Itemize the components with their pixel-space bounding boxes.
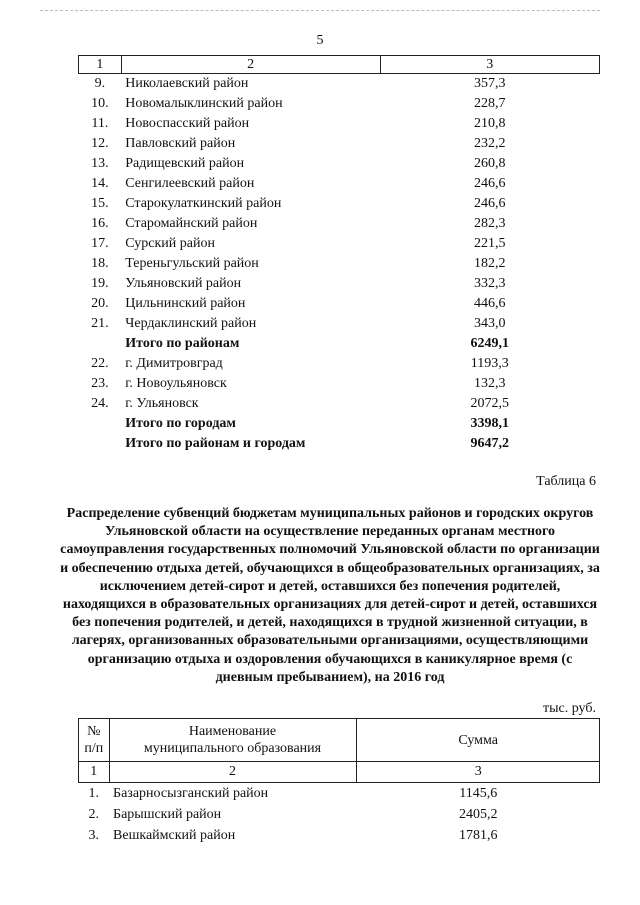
table-row xyxy=(79,194,600,214)
colnum-3: 3 xyxy=(357,762,600,783)
row-number: 1. xyxy=(88,786,100,801)
row-value: 2405,2 xyxy=(458,807,498,822)
row-number: 16. xyxy=(91,216,109,231)
row-name: Сенгилеевский район xyxy=(125,176,255,191)
row-name: Николаевский район xyxy=(125,76,249,91)
units-label: тыс. руб. xyxy=(543,701,596,716)
row-value: 232,2 xyxy=(474,136,506,151)
row-value: 246,6 xyxy=(474,196,506,211)
row-number: 18. xyxy=(91,256,109,271)
header-col-3: 3 xyxy=(380,56,599,74)
row-name: г. Новоульяновск xyxy=(125,376,227,391)
row-name: Новомалыклинский район xyxy=(125,96,283,111)
row-value: 282,3 xyxy=(474,216,506,231)
table-row xyxy=(79,114,600,134)
row-number xyxy=(79,414,122,434)
table-row xyxy=(79,825,600,846)
row-name: Сурский район xyxy=(125,236,215,251)
table-row xyxy=(79,274,600,294)
table-header-row xyxy=(79,56,600,74)
header-num xyxy=(79,719,110,762)
row-value: 9647,2 xyxy=(470,436,510,451)
table-row xyxy=(79,254,600,274)
header-name xyxy=(109,719,357,762)
table-row xyxy=(79,804,600,825)
row-value: 1145,6 xyxy=(459,786,498,801)
row-value: 357,3 xyxy=(474,76,506,91)
table-row xyxy=(79,74,600,95)
header-col-1: 1 xyxy=(79,56,122,74)
table-6-title: Распределение субвенций бюджетам муниципальных районов и городских округов Ульяновской области на осуществление переданных органам местного самоуправления государственных полномочий Ульяновской области по организации и обеспечению отдыха детей, обучающихся в общеобразовательных организациях, за исключением детей-сирот и детей, оставшихся без попечения родителей, находящихся в образовательных организациях для детей-сирот и детей, оставшихся без попечения родителей, и детей, находящихся в трудной жизненной ситуации, в лагерях, организованных образовательными организациями, осуществляющими организацию отдыха и оздоровления обучающихся в каникулярное время (с дневным пребыванием), на 2016 год xyxy=(60,506,600,685)
row-name: Радищевский район xyxy=(125,156,245,171)
header-name-line2: муниципального образования xyxy=(143,741,322,756)
row-number: 23. xyxy=(91,376,109,391)
table-row xyxy=(79,174,600,194)
table-row xyxy=(79,134,600,154)
row-name: Базарносызганский район xyxy=(113,786,269,801)
row-value: 246,6 xyxy=(474,176,506,191)
table-row xyxy=(79,154,600,174)
row-name: Итого по городам xyxy=(125,416,236,431)
row-value: 332,3 xyxy=(474,276,506,291)
table-row xyxy=(79,783,600,805)
table-row xyxy=(79,374,600,394)
row-name: Вешкаймский район xyxy=(113,828,236,843)
row-value: 3398,1 xyxy=(470,416,510,431)
row-name: Новоспасский район xyxy=(125,116,250,131)
row-number xyxy=(79,334,122,354)
header-num-line1: № xyxy=(87,724,101,739)
table-5-continuation xyxy=(78,55,600,454)
row-value: 210,8 xyxy=(474,116,506,131)
table-row xyxy=(79,294,600,314)
colnum-2: 2 xyxy=(109,762,357,783)
row-name: Ульяновский район xyxy=(125,276,242,291)
table-row xyxy=(79,314,600,334)
row-value: 260,8 xyxy=(474,156,506,171)
row-number: 17. xyxy=(91,236,109,251)
row-name: Старокулаткинский район xyxy=(125,196,282,211)
colnum-1: 1 xyxy=(79,762,110,783)
row-value: 446,6 xyxy=(474,296,506,311)
header-num-line2: п/п xyxy=(84,741,104,756)
row-number: 15. xyxy=(91,196,109,211)
row-name: Чердаклинский район xyxy=(125,316,257,331)
row-name: Павловский район xyxy=(125,136,236,151)
row-number: 13. xyxy=(91,156,109,171)
row-value: 221,5 xyxy=(474,236,506,251)
row-number: 11. xyxy=(91,116,109,131)
row-number: 3. xyxy=(88,828,100,843)
table-6 xyxy=(78,718,600,846)
row-number: 10. xyxy=(91,96,109,111)
table-row xyxy=(79,214,600,234)
row-value: 182,2 xyxy=(474,256,506,271)
header-name-line1: Наименование xyxy=(188,724,277,739)
row-number: 2. xyxy=(88,807,100,822)
row-name: Итого по районам xyxy=(125,336,240,351)
table-row xyxy=(79,414,600,434)
row-name: Старомайнский район xyxy=(125,216,258,231)
row-name: г. Димитровград xyxy=(125,356,223,371)
page-number: 5 xyxy=(316,33,324,48)
table-row xyxy=(79,334,600,354)
row-number: 12. xyxy=(91,136,109,151)
table-6-label: Таблица 6 xyxy=(536,474,596,489)
header-sum: Сумма xyxy=(357,719,600,762)
row-value: 2072,5 xyxy=(470,396,510,411)
header-col-2: 2 xyxy=(121,56,380,74)
row-value: 132,3 xyxy=(474,376,506,391)
row-number: 9. xyxy=(94,76,106,91)
row-number: 19. xyxy=(91,276,109,291)
row-value: 1781,6 xyxy=(458,828,498,843)
row-number: 24. xyxy=(91,396,109,411)
row-name: Итого по районам и городам xyxy=(125,436,306,451)
row-value: 343,0 xyxy=(474,316,506,331)
row-name: Барышский район xyxy=(113,807,222,822)
row-number: 20. xyxy=(91,296,109,311)
table-row xyxy=(79,354,600,374)
row-value: 1193,3 xyxy=(470,356,509,371)
row-name: Цильнинский район xyxy=(125,296,246,311)
row-name: Тереньгульский район xyxy=(125,256,259,271)
row-number: 14. xyxy=(91,176,109,191)
table-row xyxy=(79,94,600,114)
row-value: 228,7 xyxy=(474,96,506,111)
row-number: 21. xyxy=(91,316,109,331)
table-row xyxy=(79,394,600,414)
table-colnum-row xyxy=(79,762,600,783)
table-row xyxy=(79,434,600,454)
row-number xyxy=(79,434,122,454)
row-number: 22. xyxy=(91,356,109,371)
table-header-row xyxy=(79,719,600,762)
row-name: г. Ульяновск xyxy=(125,396,199,411)
table-row xyxy=(79,234,600,254)
top-scan-edge xyxy=(40,10,600,11)
row-value: 6249,1 xyxy=(470,336,510,351)
